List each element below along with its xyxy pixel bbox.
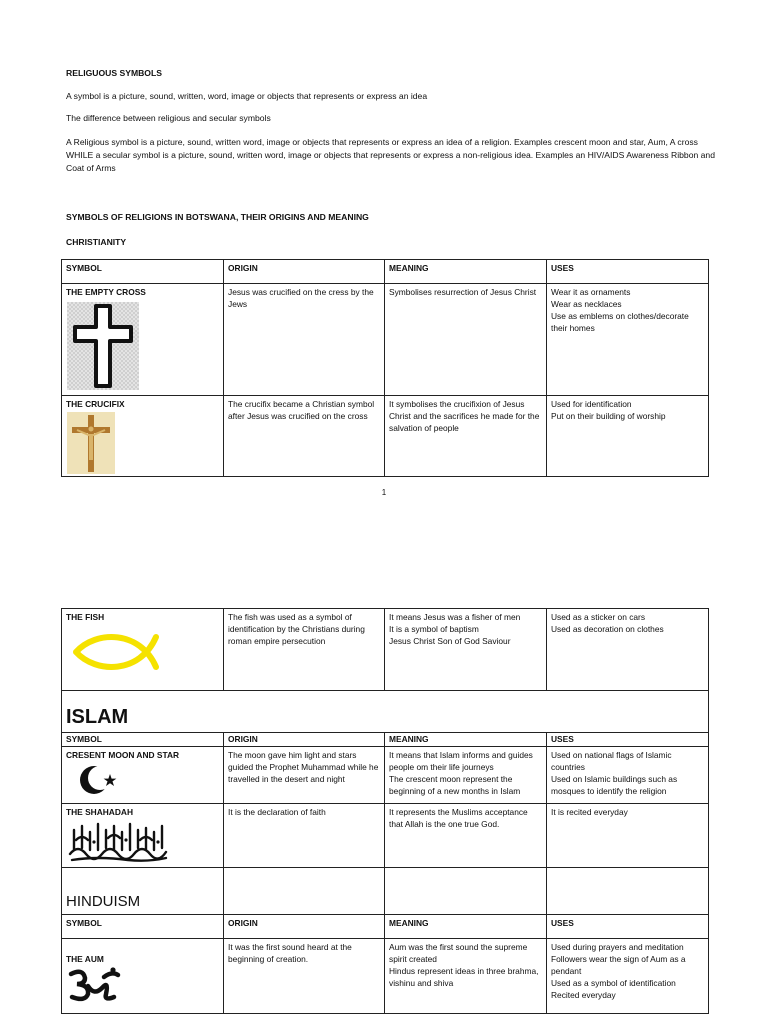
meaning-line: It means that Islam informs and guides people om their life journeys <box>389 750 533 772</box>
uses-line: Used as a symbol of identification <box>551 978 676 988</box>
empty-cell <box>385 868 547 915</box>
header-origin: ORIGIN <box>224 260 385 284</box>
uses-line: Used on Islamic buildings such as mosques to identify the religion <box>551 774 678 796</box>
symbol-cell <box>62 804 224 868</box>
header-origin: ORIGIN <box>224 915 385 939</box>
header-meaning: MEANING <box>385 260 547 284</box>
origin-cell: It was the first sound heard at the beginning of creation. <box>224 939 385 1014</box>
symbol-definition: A symbol is a picture, sound, written, word, image or objects that represents or express an idea <box>66 91 428 101</box>
islam-heading: ISLAM <box>62 691 709 733</box>
shahadah-calligraphy-icon <box>68 820 168 862</box>
christianity-table <box>61 259 709 477</box>
table-header-row <box>62 733 709 747</box>
uses-cell <box>547 939 709 1014</box>
meaning-line: Jesus Christ Son of God Saviour <box>389 636 511 646</box>
uses-line: Recited everyday <box>551 990 616 1000</box>
origin-cell: The moon gave him light and stars guided the Prophet Muhammad while he travelled in the desert and night <box>224 747 385 804</box>
meaning-line: Aum was the first sound the supreme spirit created <box>389 942 528 964</box>
symbol-name: THE CRUCIFIX <box>66 399 125 409</box>
uses-cell <box>547 609 709 691</box>
ichthys-fish-icon <box>70 629 170 675</box>
uses-line: Wear it as ornaments <box>551 287 631 297</box>
table-row <box>62 939 709 1014</box>
symbol-cell <box>62 396 224 477</box>
header-symbol: SYMBOL <box>62 260 224 284</box>
hinduism-heading-row <box>62 868 709 915</box>
uses-line: Used during prayers and meditation <box>551 942 684 952</box>
islam-heading-row <box>62 691 709 733</box>
religions-table <box>61 608 709 1014</box>
table-header-row <box>62 915 709 939</box>
uses-line: Wear as necklaces <box>551 299 622 309</box>
meaning-cell: It represents the Muslims acceptance that Allah is the one true God. <box>385 804 547 868</box>
uses-line: Used for identification <box>551 399 632 409</box>
uses-line: Put on their building of worship <box>551 411 666 421</box>
uses-line: Used as a sticker on cars <box>551 612 646 622</box>
uses-cell <box>547 396 709 477</box>
table-row <box>62 609 709 691</box>
origin-cell: The fish was used as a symbol of identification by the Christians during roman empire persecution <box>224 609 385 691</box>
header-symbol: SYMBOL <box>62 733 224 747</box>
uses-line: Use as emblems on clothes/decorate their homes <box>551 311 689 333</box>
table-row <box>62 396 709 477</box>
origin-cell: The crucifix became a Christian symbol after Jesus was crucified on the cross <box>224 396 385 477</box>
header-uses: USES <box>547 260 709 284</box>
uses-line: Followers wear the sign of Aum as a pendant <box>551 954 686 976</box>
empty-cell <box>547 868 709 915</box>
uses-line: Used as decoration on clothes <box>551 624 664 634</box>
origin-cell: It is the declaration of faith <box>224 804 385 868</box>
meaning-line: The crescent moon represent the beginning of a new months in Islam <box>389 774 521 796</box>
symbol-name: CRESENT MOON AND STAR <box>66 750 180 760</box>
symbol-cell <box>62 284 224 396</box>
header-uses: USES <box>547 733 709 747</box>
meaning-cell: It symbolises the crucifixion of Jesus Christ and the sacrifices he made for the salvation of people <box>385 396 547 477</box>
meaning-line: It is a symbol of baptism <box>389 624 479 634</box>
difference-heading: The difference between religious and secular symbols <box>66 113 271 123</box>
meaning-line: Hindus represent ideas in three brahma, vishinu and shiva <box>389 966 539 988</box>
meaning-cell <box>385 939 547 1014</box>
symbol-name: THE SHAHADAH <box>66 807 133 817</box>
aum-icon <box>66 965 126 1003</box>
origin-cell: Jesus was crucified on the cress by the Jews <box>224 284 385 396</box>
symbol-name: THE AUM <box>66 954 104 964</box>
header-meaning: MEANING <box>385 915 547 939</box>
symbol-cell <box>62 939 224 1014</box>
meaning-cell <box>385 747 547 804</box>
section-heading: SYMBOLS OF RELIGIONS IN BOTSWANA, THEIR ORIGINS AND MEANING <box>66 212 369 222</box>
table-row <box>62 804 709 868</box>
table-row <box>62 284 709 396</box>
symbol-cell <box>62 609 224 691</box>
meaning-cell <box>385 609 547 691</box>
religious-secular-definition: A Religious symbol is a picture, sound, written word, image or objects that represents or express an idea of a religion. Examples crescent moon and star, Aum, A cross WHILE a secular symbol is a picture, sound, written word, image or objects that represents or express a non-religious idea. Examples an HIV/AIDS Awareness Ribbon and Coat of Arms <box>66 137 715 173</box>
meaning-line: It means Jesus was a fisher of men <box>389 612 521 622</box>
symbol-cell <box>62 747 224 804</box>
header-origin: ORIGIN <box>224 733 385 747</box>
cross-icon <box>67 302 139 390</box>
hinduism-heading: HINDUISM <box>62 868 224 915</box>
header-symbol: SYMBOL <box>62 915 224 939</box>
uses-cell <box>547 284 709 396</box>
table-header-row <box>62 260 709 284</box>
header-meaning: MEANING <box>385 733 547 747</box>
symbol-name: THE FISH <box>66 612 105 622</box>
symbol-name: THE EMPTY CROSS <box>66 287 146 297</box>
header-uses: USES <box>547 915 709 939</box>
page-number: 1 <box>381 488 387 497</box>
meaning-cell: Symbolises resurrection of Jesus Christ <box>385 284 547 396</box>
crescent-star-icon <box>78 763 122 797</box>
table-row <box>62 747 709 804</box>
empty-cell <box>224 868 385 915</box>
crucifix-icon <box>67 412 115 474</box>
uses-line: Used on national flags of Islamic countries <box>551 750 672 772</box>
uses-cell <box>547 747 709 804</box>
uses-cell: It is recited everyday <box>547 804 709 868</box>
page-title: RELIGUOUS SYMBOLS <box>66 68 162 78</box>
christianity-heading: CHRISTIANITY <box>66 237 127 247</box>
